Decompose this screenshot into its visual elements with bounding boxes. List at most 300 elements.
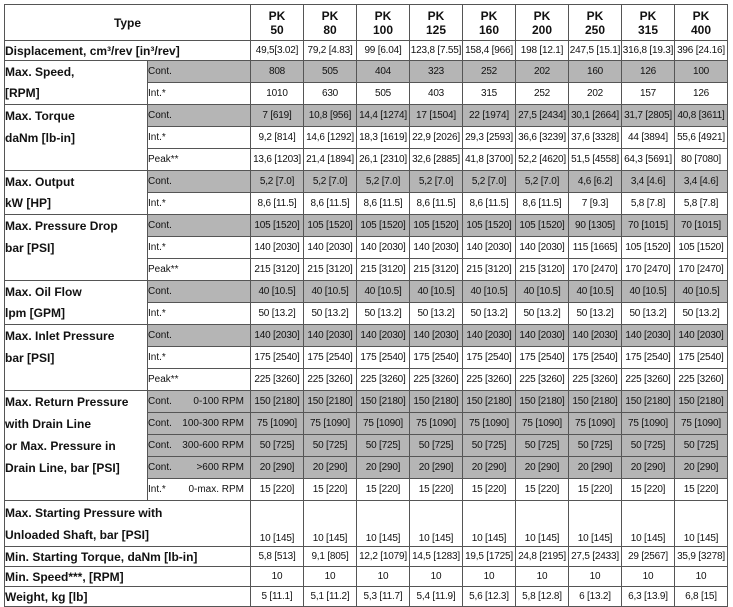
table-row [5, 83, 728, 105]
value-cell: 50 [13.2] [463, 303, 516, 325]
group-label: Weight, kg [lb] [5, 587, 251, 607]
value-cell [463, 501, 516, 525]
table-row [5, 237, 728, 259]
table-row [5, 105, 728, 127]
model-prefix: PK [427, 8, 445, 23]
value-cell: 105 [1520] [304, 215, 357, 237]
value-cell: 50 [13.2] [304, 303, 357, 325]
value-cell: 8,6 [11.5] [516, 193, 569, 215]
table-row [5, 525, 728, 547]
group-label-line: bar [PSI] [5, 347, 148, 369]
model-size: 50 [270, 22, 284, 37]
value-cell: 140 [2030] [516, 325, 569, 347]
row-mode: Int.* [148, 484, 166, 495]
group-label-line: Max. Speed, [5, 61, 148, 83]
model-header [251, 5, 304, 41]
row-mode: Cont. [148, 440, 172, 451]
group-label: Displacement, cm³/rev [in³/rev] [5, 41, 251, 61]
value-cell: 808 [251, 61, 304, 83]
value-cell: 50 [725] [251, 435, 304, 457]
row-mode: Peak** [148, 374, 179, 385]
spec-table-container [4, 4, 728, 607]
value-cell: 8,6 [11.5] [304, 193, 357, 215]
row-sublabel [148, 303, 251, 325]
value-cell: 140 [2030] [463, 325, 516, 347]
value-cell: 20 [290] [569, 457, 622, 479]
value-cell: 20 [290] [675, 457, 728, 479]
value-cell: 6 [13.2] [569, 587, 622, 607]
value-cell: 1010 [251, 83, 304, 105]
value-cell: 26,1 [2310] [357, 149, 410, 171]
value-cell: 20 [290] [304, 457, 357, 479]
value-cell: 15 [220] [410, 479, 463, 501]
row-mode: Peak** [148, 264, 179, 275]
table-row [5, 281, 728, 303]
value-cell [410, 501, 463, 525]
value-cell: 175 [2540] [251, 347, 304, 369]
value-cell: 17 [1504] [410, 105, 463, 127]
value-cell: 8,6 [11.5] [410, 193, 463, 215]
value-cell: 29,3 [2593] [463, 127, 516, 149]
value-cell: 75 [1090] [569, 413, 622, 435]
model-header [410, 5, 463, 41]
group-label-line: Max. Return Pressure [5, 391, 148, 413]
value-cell: 5,2 [7.0] [516, 171, 569, 193]
value-cell: 20 [290] [516, 457, 569, 479]
value-cell: 50 [725] [675, 435, 728, 457]
value-cell: 105 [1520] [675, 237, 728, 259]
value-cell [516, 501, 569, 525]
value-cell: 41,8 [3700] [463, 149, 516, 171]
value-cell: 225 [3260] [410, 369, 463, 391]
value-cell: 252 [463, 61, 516, 83]
value-cell [251, 501, 304, 525]
value-cell: 49,5[3.02] [251, 41, 304, 61]
group-label-line: Max. Torque [5, 105, 148, 127]
value-cell: 5,6 [12.3] [463, 587, 516, 607]
table-row [5, 413, 728, 435]
row-mode: Cont. [148, 418, 172, 429]
value-cell: 50 [725] [304, 435, 357, 457]
value-cell: 44 [3894] [622, 127, 675, 149]
value-cell: 6,8 [15] [675, 587, 728, 607]
value-cell: 140 [2030] [516, 237, 569, 259]
value-cell: 40 [10.5] [357, 281, 410, 303]
value-cell: 100 [675, 61, 728, 83]
value-cell: 252 [516, 83, 569, 105]
group-label-line [5, 479, 148, 501]
row-mode: Int.* [148, 308, 166, 319]
value-cell: 9,2 [814] [251, 127, 304, 149]
model-prefix: PK [639, 8, 657, 23]
value-cell: 6,3 [13.9] [622, 587, 675, 607]
group-label: Min. Speed***, [RPM] [5, 567, 251, 587]
value-cell: 15 [220] [622, 479, 675, 501]
value-cell: 75 [1090] [516, 413, 569, 435]
value-cell: 126 [675, 83, 728, 105]
model-prefix: PK [692, 8, 710, 23]
row-range: 300-600 RPM [182, 440, 244, 451]
value-cell: 140 [2030] [569, 325, 622, 347]
value-cell: 115 [1665] [569, 237, 622, 259]
value-cell: 175 [2540] [304, 347, 357, 369]
value-cell: 15 [220] [357, 479, 410, 501]
value-cell: 40 [10.5] [675, 281, 728, 303]
value-cell: 90 [1305] [569, 215, 622, 237]
value-cell: 32,6 [2885] [410, 149, 463, 171]
value-cell: 140 [2030] [357, 237, 410, 259]
group-label-line: Max. Pressure Drop [5, 215, 148, 237]
model-size: 400 [690, 22, 712, 37]
row-sublabel [148, 171, 251, 193]
value-cell: 225 [3260] [569, 369, 622, 391]
value-cell: 140 [2030] [304, 325, 357, 347]
row-mode: Int.* [148, 88, 166, 99]
model-prefix: PK [480, 8, 498, 23]
value-cell: 50 [13.2] [516, 303, 569, 325]
value-cell: 225 [3260] [675, 369, 728, 391]
value-cell: 10 [675, 567, 728, 587]
value-cell: 50 [725] [569, 435, 622, 457]
value-cell: 50 [725] [357, 435, 410, 457]
value-cell [357, 501, 410, 525]
value-cell: 3,4 [4.6] [622, 171, 675, 193]
value-cell: 15 [220] [251, 479, 304, 501]
value-cell: 105 [1520] [463, 215, 516, 237]
value-cell: 10 [357, 567, 410, 587]
group-label-line [5, 369, 148, 391]
table-row [5, 259, 728, 281]
value-cell: 10 [145] [516, 525, 569, 547]
value-cell: 50 [13.2] [675, 303, 728, 325]
value-cell: 140 [2030] [251, 325, 304, 347]
value-cell: 40 [10.5] [304, 281, 357, 303]
table-row [5, 347, 728, 369]
value-cell: 52,2 [4620] [516, 149, 569, 171]
group-label-line [5, 149, 148, 171]
value-cell: 75 [1090] [357, 413, 410, 435]
value-cell [622, 501, 675, 525]
value-cell: 75 [1090] [675, 413, 728, 435]
row-sublabel [148, 369, 251, 391]
model-header [622, 5, 675, 41]
row-mode: Peak** [148, 154, 179, 165]
model-size: 100 [372, 22, 394, 37]
value-cell: 5 [11.1] [251, 587, 304, 607]
value-cell: 40 [10.5] [516, 281, 569, 303]
row-sublabel [148, 149, 251, 171]
row-sublabel [148, 457, 251, 479]
value-cell: 175 [2540] [410, 347, 463, 369]
row-range: 100-300 RPM [182, 418, 244, 429]
value-cell: 5,4 [11.9] [410, 587, 463, 607]
value-cell: 50 [13.2] [410, 303, 463, 325]
value-cell: 50 [725] [410, 435, 463, 457]
group-label-line: Max. Inlet Pressure [5, 325, 148, 347]
value-cell: 75 [1090] [463, 413, 516, 435]
spec-table [4, 4, 728, 607]
row-mode: Cont. [148, 220, 172, 231]
value-cell: 8,6 [11.5] [357, 193, 410, 215]
value-cell: 10 [145] [675, 525, 728, 547]
row-mode: Cont. [148, 462, 172, 473]
value-cell: 20 [290] [463, 457, 516, 479]
value-cell: 247,5 [15.1] [569, 41, 622, 61]
row-mode: Int.* [148, 352, 166, 363]
value-cell: 123,8 [7.55] [410, 41, 463, 61]
model-header [569, 5, 622, 41]
value-cell: 140 [2030] [463, 237, 516, 259]
table-row [5, 215, 728, 237]
model-header [463, 5, 516, 41]
value-cell: 51,5 [4558] [569, 149, 622, 171]
model-prefix: PK [533, 8, 551, 23]
value-cell: 5,2 [7.0] [304, 171, 357, 193]
value-cell: 10 [145] [357, 525, 410, 547]
value-cell: 505 [304, 61, 357, 83]
value-cell: 170 [2470] [569, 259, 622, 281]
value-cell: 198 [12.1] [516, 41, 569, 61]
value-cell: 15 [220] [675, 479, 728, 501]
value-cell: 105 [1520] [357, 215, 410, 237]
value-cell: 35,9 [3278] [675, 547, 728, 567]
value-cell: 5,3 [11.7] [357, 587, 410, 607]
value-cell: 10 [145] [622, 525, 675, 547]
row-mode: Cont. [148, 176, 172, 187]
value-cell: 8,6 [11.5] [251, 193, 304, 215]
value-cell: 15 [220] [569, 479, 622, 501]
model-size: 250 [584, 22, 606, 37]
value-cell: 37,6 [3328] [569, 127, 622, 149]
value-cell: 140 [2030] [410, 237, 463, 259]
model-header [516, 5, 569, 41]
value-cell: 75 [1090] [622, 413, 675, 435]
value-cell: 13,6 [1203] [251, 149, 304, 171]
value-cell: 10 [463, 567, 516, 587]
row-sublabel [148, 259, 251, 281]
table-row [5, 303, 728, 325]
value-cell: 215 [3120] [251, 259, 304, 281]
value-cell: 50 [13.2] [357, 303, 410, 325]
header-row [5, 5, 728, 41]
value-cell: 215 [3120] [463, 259, 516, 281]
value-cell: 12,2 [1079] [357, 547, 410, 567]
group-label-line: daNm [lb-in] [5, 127, 148, 149]
value-cell: 175 [2540] [516, 347, 569, 369]
value-cell: 215 [3120] [304, 259, 357, 281]
table-row [5, 171, 728, 193]
value-cell: 5,8 [7.8] [675, 193, 728, 215]
value-cell: 225 [3260] [251, 369, 304, 391]
value-cell: 9,1 [805] [304, 547, 357, 567]
value-cell: 15 [220] [463, 479, 516, 501]
group-label: Min. Starting Torque, daNm [lb-in] [5, 547, 251, 567]
value-cell: 10 [569, 567, 622, 587]
group-label-line: [RPM] [5, 83, 148, 105]
value-cell: 30,1 [2664] [569, 105, 622, 127]
value-cell: 105 [1520] [516, 215, 569, 237]
value-cell: 225 [3260] [516, 369, 569, 391]
row-sublabel [148, 435, 251, 457]
value-cell: 505 [357, 83, 410, 105]
row-mode: Cont. [148, 396, 172, 407]
value-cell: 70 [1015] [675, 215, 728, 237]
row-range: 0-100 RPM [193, 396, 244, 407]
value-cell: 140 [2030] [622, 325, 675, 347]
value-cell: 170 [2470] [622, 259, 675, 281]
value-cell: 140 [2030] [304, 237, 357, 259]
model-prefix: PK [321, 8, 339, 23]
value-cell: 14,6 [1292] [304, 127, 357, 149]
value-cell: 64,3 [5691] [622, 149, 675, 171]
model-header [357, 5, 410, 41]
value-cell: 175 [2540] [463, 347, 516, 369]
value-cell: 150 [2180] [569, 391, 622, 413]
value-cell: 105 [1520] [251, 215, 304, 237]
value-cell: 403 [410, 83, 463, 105]
value-cell: 55,6 [4921] [675, 127, 728, 149]
value-cell: 225 [3260] [304, 369, 357, 391]
model-prefix: PK [374, 8, 392, 23]
value-cell: 158,4 [966] [463, 41, 516, 61]
value-cell: 126 [622, 61, 675, 83]
value-cell: 175 [2540] [569, 347, 622, 369]
value-cell: 40 [10.5] [251, 281, 304, 303]
value-cell: 202 [516, 61, 569, 83]
group-label-line: Unloaded Shaft, bar [PSI] [5, 525, 251, 547]
value-cell: 225 [3260] [357, 369, 410, 391]
row-mode: Cont. [148, 66, 172, 77]
value-cell: 140 [2030] [357, 325, 410, 347]
value-cell: 3,4 [4.6] [675, 171, 728, 193]
row-mode: Cont. [148, 110, 172, 121]
value-cell: 202 [569, 83, 622, 105]
row-sublabel [148, 61, 251, 83]
value-cell: 29 [2567] [622, 547, 675, 567]
model-size: 80 [323, 22, 337, 37]
row-sublabel [148, 193, 251, 215]
value-cell: 10 [145] [569, 525, 622, 547]
value-cell: 22 [1974] [463, 105, 516, 127]
value-cell: 40 [10.5] [410, 281, 463, 303]
table-row [5, 391, 728, 413]
table-row [5, 435, 728, 457]
value-cell: 36,6 [3239] [516, 127, 569, 149]
row-mode: Int.* [148, 242, 166, 253]
row-range: >600 RPM [196, 462, 244, 473]
value-cell: 14,4 [1274] [357, 105, 410, 127]
value-cell: 10,8 [956] [304, 105, 357, 127]
row-sublabel [148, 105, 251, 127]
table-row [5, 567, 728, 587]
value-cell: 27,5 [2433] [569, 547, 622, 567]
value-cell: 10 [145] [304, 525, 357, 547]
table-row [5, 149, 728, 171]
table-row [5, 501, 728, 525]
value-cell: 50 [725] [463, 435, 516, 457]
value-cell: 40,8 [3611] [675, 105, 728, 127]
value-cell: 21,4 [1894] [304, 149, 357, 171]
value-cell: 5,1 [11.2] [304, 587, 357, 607]
value-cell: 75 [1090] [251, 413, 304, 435]
value-cell: 18,3 [1619] [357, 127, 410, 149]
value-cell: 50 [13.2] [569, 303, 622, 325]
model-header [675, 5, 728, 41]
row-mode: Cont. [148, 286, 172, 297]
value-cell: 5,8 [513] [251, 547, 304, 567]
value-cell: 215 [3120] [410, 259, 463, 281]
value-cell: 20 [290] [357, 457, 410, 479]
row-sublabel [148, 347, 251, 369]
value-cell: 315 [463, 83, 516, 105]
value-cell: 323 [410, 61, 463, 83]
value-cell: 10 [304, 567, 357, 587]
value-cell: 80 [7080] [675, 149, 728, 171]
value-cell: 20 [290] [622, 457, 675, 479]
value-cell: 630 [304, 83, 357, 105]
value-cell: 70 [1015] [622, 215, 675, 237]
value-cell: 50 [725] [516, 435, 569, 457]
value-cell: 10 [516, 567, 569, 587]
value-cell: 15 [220] [516, 479, 569, 501]
value-cell: 10 [410, 567, 463, 587]
value-cell: 20 [290] [410, 457, 463, 479]
type-header: Type [5, 5, 251, 41]
model-header [304, 5, 357, 41]
value-cell: 5,8 [7.8] [622, 193, 675, 215]
value-cell: 150 [2180] [357, 391, 410, 413]
row-sublabel [148, 391, 251, 413]
group-label-line: bar [PSI] [5, 237, 148, 259]
value-cell: 175 [2540] [357, 347, 410, 369]
value-cell: 5,8 [12.8] [516, 587, 569, 607]
table-row [5, 127, 728, 149]
value-cell: 4,6 [6.2] [569, 171, 622, 193]
row-sublabel [148, 479, 251, 501]
value-cell: 105 [1520] [410, 215, 463, 237]
value-cell: 5,2 [7.0] [410, 171, 463, 193]
group-label-line: with Drain Line [5, 413, 148, 435]
value-cell: 10 [145] [410, 525, 463, 547]
value-cell: 10 [251, 567, 304, 587]
value-cell: 99 [6.04] [357, 41, 410, 61]
value-cell: 5,2 [7.0] [357, 171, 410, 193]
table-row [5, 457, 728, 479]
row-sublabel [148, 127, 251, 149]
value-cell: 215 [3120] [516, 259, 569, 281]
value-cell: 225 [3260] [463, 369, 516, 391]
value-cell: 175 [2540] [622, 347, 675, 369]
row-sublabel [148, 237, 251, 259]
row-sublabel [148, 413, 251, 435]
value-cell: 10 [145] [463, 525, 516, 547]
value-cell: 40 [10.5] [569, 281, 622, 303]
value-cell: 7 [9.3] [569, 193, 622, 215]
row-sublabel [148, 83, 251, 105]
value-cell: 31,7 [2805] [622, 105, 675, 127]
value-cell: 20 [290] [251, 457, 304, 479]
group-label-line: or Max. Pressure in [5, 435, 148, 457]
group-label-line: Max. Output [5, 171, 148, 193]
value-cell: 140 [2030] [251, 237, 304, 259]
model-size: 200 [531, 22, 553, 37]
value-cell: 7 [619] [251, 105, 304, 127]
model-prefix: PK [586, 8, 604, 23]
value-cell: 40 [10.5] [463, 281, 516, 303]
model-prefix: PK [268, 8, 286, 23]
row-range: 0-max. RPM [188, 484, 244, 495]
value-cell: 140 [2030] [410, 325, 463, 347]
